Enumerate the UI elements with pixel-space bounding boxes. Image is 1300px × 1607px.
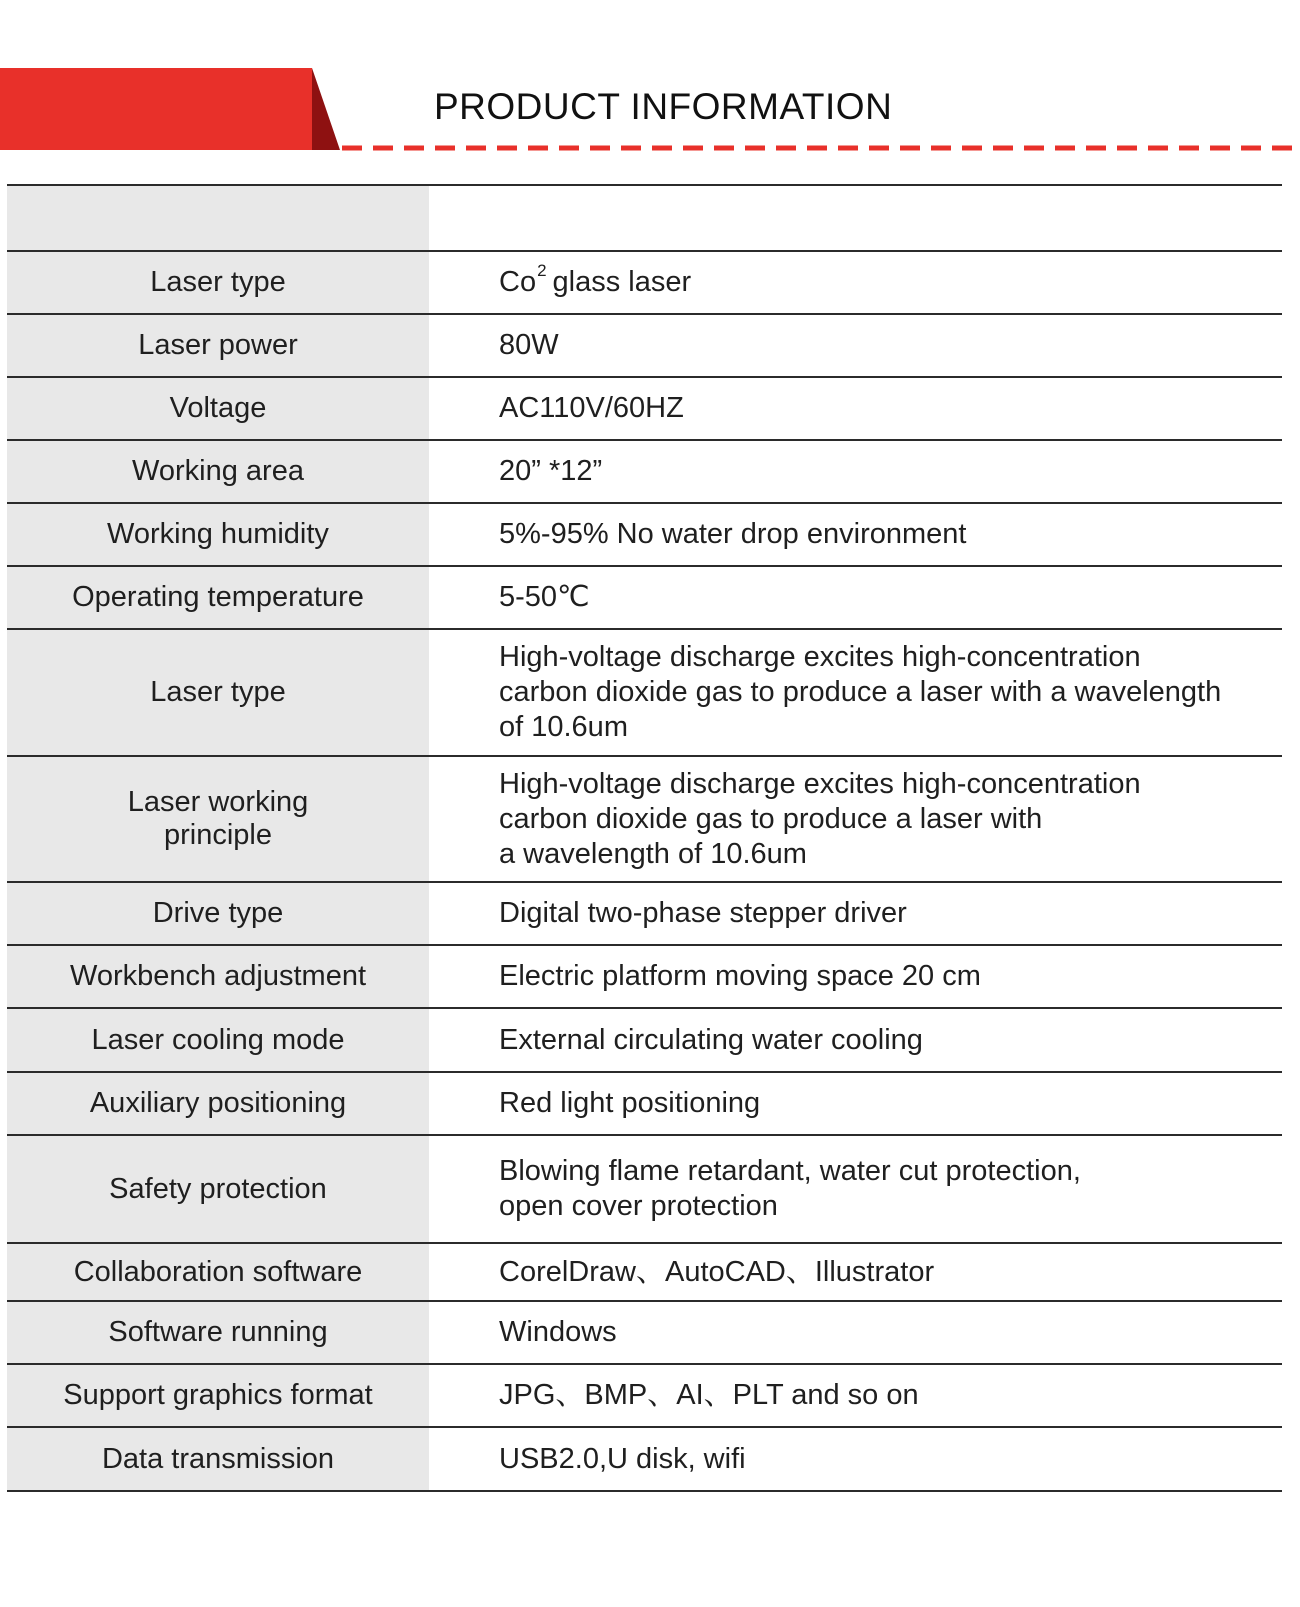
spec-value-superscript: 2 bbox=[537, 261, 547, 280]
spec-label: Laser cooling mode bbox=[7, 1009, 429, 1071]
table-header-row bbox=[7, 186, 1282, 252]
table-row bbox=[7, 1302, 1282, 1365]
table-row bbox=[7, 252, 1282, 315]
spec-value-text: Electric platform moving space 20 cm bbox=[499, 960, 981, 992]
table-row bbox=[7, 378, 1282, 441]
spec-value-prefix: Co bbox=[499, 266, 537, 298]
spec-value bbox=[429, 378, 1282, 439]
spec-value-text: 80W bbox=[499, 329, 559, 361]
spec-value-text: 20” *12” bbox=[499, 455, 603, 487]
spec-table bbox=[7, 184, 1282, 1492]
spec-value bbox=[429, 252, 1282, 313]
spec-value bbox=[429, 1244, 1282, 1300]
spec-label: Voltage bbox=[7, 378, 429, 439]
spec-value bbox=[429, 1136, 1282, 1242]
section-header bbox=[0, 0, 1300, 170]
spec-label: Operating temperature bbox=[7, 567, 429, 628]
table-row bbox=[7, 757, 1282, 883]
banner-shadow-wedge bbox=[312, 68, 340, 150]
spec-label: Collaboration software bbox=[7, 1244, 429, 1300]
spec-value bbox=[429, 630, 1282, 755]
spec-value bbox=[429, 504, 1282, 565]
red-banner-bar bbox=[0, 68, 312, 150]
spec-label: Laser type bbox=[7, 630, 429, 755]
spec-value bbox=[429, 441, 1282, 502]
table-header-value bbox=[429, 186, 1282, 250]
spec-value-text: CorelDraw、AutoCAD、Illustrator bbox=[499, 1255, 935, 1288]
table-row bbox=[7, 1073, 1282, 1136]
spec-value bbox=[429, 315, 1282, 376]
spec-value-text: High-voltage discharge excites high-concentration carbon dioxide gas to produce a laser with a wavelength of 10.6um bbox=[499, 641, 1222, 743]
table-row bbox=[7, 883, 1282, 946]
spec-value bbox=[429, 1428, 1282, 1490]
table-row bbox=[7, 1136, 1282, 1244]
table-row bbox=[7, 315, 1282, 378]
table-row bbox=[7, 567, 1282, 630]
table-row bbox=[7, 1244, 1282, 1302]
table-row bbox=[7, 1009, 1282, 1073]
spec-value-text: Blowing flame retardant, water cut protection, open cover protection bbox=[499, 1155, 1081, 1222]
spec-label: Safety protection bbox=[7, 1136, 429, 1242]
spec-value-suffix: glass laser bbox=[552, 266, 692, 298]
spec-label: Laser type bbox=[7, 252, 429, 313]
spec-value-text: JPG、BMP、AI、PLT and so on bbox=[499, 1379, 919, 1411]
spec-value-text: Digital two-phase stepper driver bbox=[499, 897, 907, 929]
spec-label: Software running bbox=[7, 1302, 429, 1363]
table-row bbox=[7, 441, 1282, 504]
spec-value-text: Windows bbox=[499, 1316, 617, 1348]
spec-label: Working humidity bbox=[7, 504, 429, 565]
spec-value-text: Red light positioning bbox=[499, 1087, 761, 1119]
spec-value-text: 5-50℃ bbox=[499, 581, 590, 613]
spec-value bbox=[429, 1365, 1282, 1426]
table-row bbox=[7, 946, 1282, 1009]
table-row bbox=[7, 1428, 1282, 1492]
spec-value-text: High-voltage discharge excites high-concentration carbon dioxide gas to produce a laser with a wavelength of 10.6um bbox=[499, 767, 1141, 870]
spec-value-text: External circulating water cooling bbox=[499, 1023, 923, 1056]
spec-label: Drive type bbox=[7, 883, 429, 944]
spec-label: Auxiliary positioning bbox=[7, 1073, 429, 1134]
spec-value bbox=[429, 1302, 1282, 1363]
spec-label bbox=[7, 757, 429, 881]
header-banner-graphic bbox=[0, 0, 1300, 170]
spec-value-text: USB2.0,U disk, wifi bbox=[499, 1442, 746, 1475]
spec-value bbox=[429, 1009, 1282, 1071]
spec-value bbox=[429, 757, 1282, 881]
spec-label: Laser power bbox=[7, 315, 429, 376]
spec-value bbox=[429, 946, 1282, 1007]
spec-label: Support graphics format bbox=[7, 1365, 429, 1426]
spec-label: Working area bbox=[7, 441, 429, 502]
table-header-label bbox=[7, 186, 429, 250]
table-row bbox=[7, 504, 1282, 567]
spec-label: Data transmission bbox=[7, 1428, 429, 1490]
table-row bbox=[7, 1365, 1282, 1428]
spec-value bbox=[429, 883, 1282, 944]
spec-value bbox=[429, 1073, 1282, 1134]
spec-label: Workbench adjustment bbox=[7, 946, 429, 1007]
spec-value-text: 5%-95% No water drop environment bbox=[499, 518, 967, 550]
table-row bbox=[7, 630, 1282, 757]
spec-value bbox=[429, 567, 1282, 628]
spec-value-text: AC110V/60HZ bbox=[499, 392, 684, 424]
spec-label-text: Laser working principle bbox=[127, 786, 309, 851]
section-title: PRODUCT INFORMATION bbox=[434, 86, 893, 127]
